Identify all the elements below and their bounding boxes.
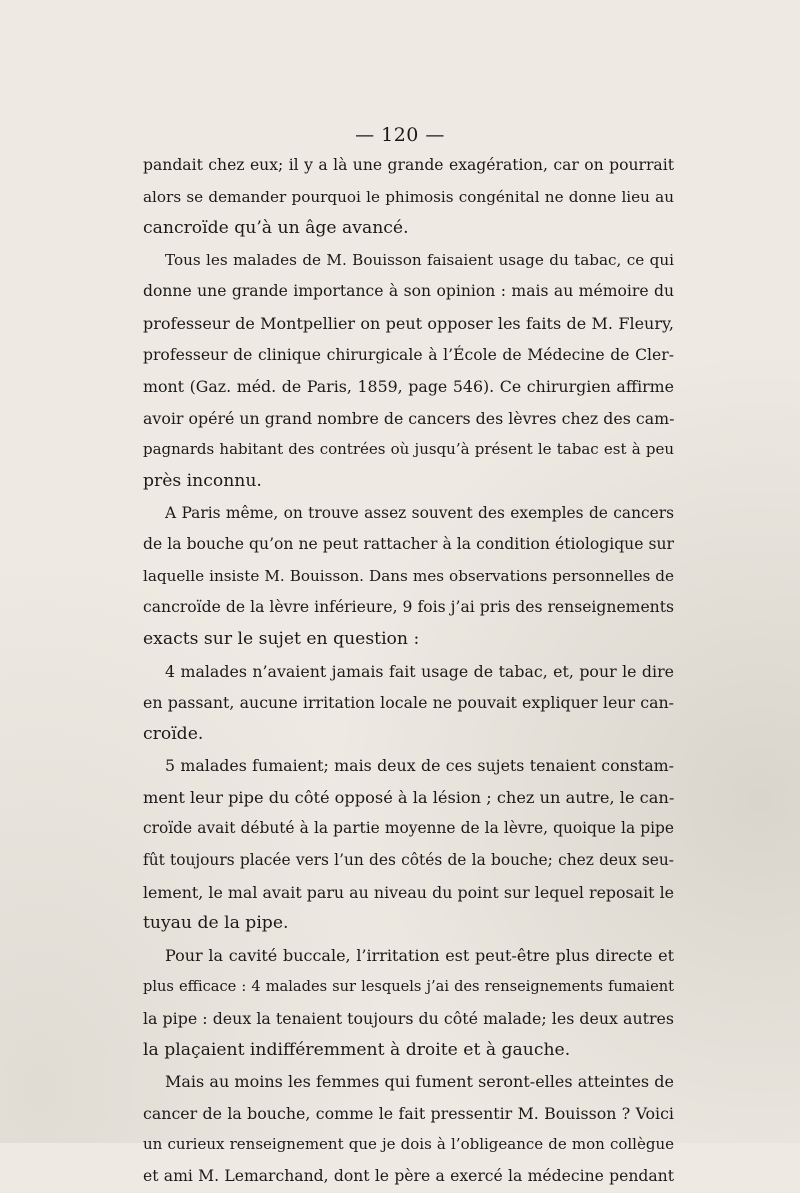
text-line: croïde avait débuté à la partie moyenne de la lèvre, quoique la pipe xyxy=(143,819,674,838)
text-line: professeur de Montpellier on peut opposer les faits de M. Fleury, xyxy=(143,313,674,333)
text-line: près inconnu. xyxy=(143,470,262,491)
text-line: A Paris même, on trouve assez souvent des exemples de cancers xyxy=(165,503,674,522)
text-line: croïde. xyxy=(143,723,204,744)
text-line: un curieux renseignement que je dois à l’obligeance de mon collègue xyxy=(143,1135,674,1154)
text-line: ment leur pipe du côté opposé à la lésion ; chez un autre, le can- xyxy=(143,787,675,807)
text-line: 4 malades n’avaient jamais fait usage de tabac, et, pour le dire xyxy=(165,661,674,681)
text-line: Mais au moins les femmes qui fument seront-elles atteintes de xyxy=(165,1072,674,1092)
text-line: plus efficace : 4 malades sur lesquels j’ai des renseignements fumaient xyxy=(143,978,674,996)
text-line: avoir opéré un grand nombre de cancers des lèvres chez des cam- xyxy=(143,408,675,428)
text-line: la plaçaient indifféremment à droite et à gauche. xyxy=(143,1039,571,1060)
text-line: Pour la cavité buccale, l’irritation est peut-être plus directe et xyxy=(165,945,674,965)
text-line: alors se demander pourquoi le phimosis congénital ne donne lieu au xyxy=(143,187,674,206)
text-line: laquelle insiste M. Bouisson. Dans mes observations personnelles de xyxy=(143,566,674,585)
text-line: fût toujours placée vers l’un des côtés de la bouche; chez deux seu- xyxy=(143,851,674,870)
text-line: pandait chez eux; il y a là une grande exagération, car on pourrait xyxy=(143,156,674,174)
text-line: lement, le mal avait paru au niveau du point sur lequel reposait le xyxy=(143,882,674,902)
text-line: 5 malades fumaient; mais deux de ces sujets tenaient constam- xyxy=(165,756,674,776)
text-line: cancer de la bouche, comme le fait pressentir M. Bouisson ? Voici xyxy=(143,1103,674,1123)
page-number: — 120 — xyxy=(355,124,445,146)
text-line: la pipe : deux la tenaient toujours du côté malade; les deux autres xyxy=(143,1009,674,1029)
text-line: professeur de clinique chirurgicale à l’École de Médecine de Cler- xyxy=(143,345,674,364)
text-line: mont (Gaz. méd. de Paris, 1859, page 546). Ce chirurgien affirme xyxy=(143,377,674,397)
text-line: tuyau de la pipe. xyxy=(143,913,289,934)
text-line: de la bouche qu’on ne peut rattacher à la condition étiologique sur xyxy=(143,535,674,554)
text-line: pagnards habitant des contrées où jusqu’à présent le tabac est à peu xyxy=(143,440,674,459)
text-line: Tous les malades de M. Bouisson faisaient usage du tabac, ce qui xyxy=(165,250,674,269)
text-line: cancroïde de la lèvre inférieure, 9 fois j’ai pris des renseignements xyxy=(143,598,674,617)
text-line: en passant, aucune irritation locale ne pouvait expliquer leur can- xyxy=(143,693,674,713)
text-line: exacts sur le sujet en question : xyxy=(143,628,420,649)
text-line: cancroïde qu’à un âge avancé. xyxy=(143,218,409,239)
text-line: donne une grande importance à son opinion : mais au mémoire du xyxy=(143,282,674,301)
text-line: et ami M. Lemarchand, dont le père a exercé la médecine pendant xyxy=(143,1167,674,1185)
body-text xyxy=(143,150,674,1193)
